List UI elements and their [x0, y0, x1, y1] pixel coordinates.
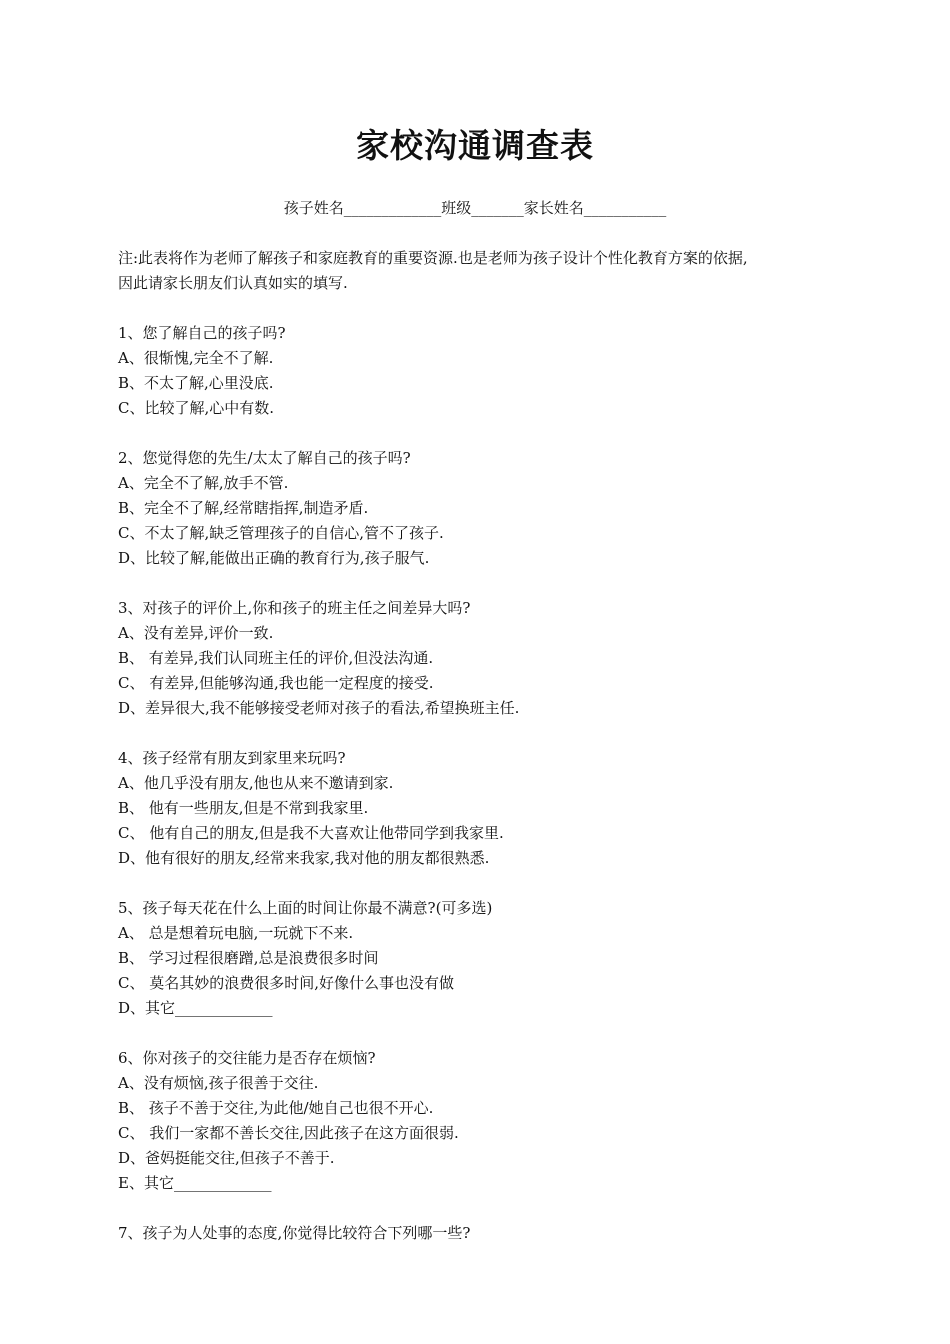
option: B、 他有一些朋友,但是不常到我家里. [118, 799, 369, 817]
option: D、其它_____________ [118, 999, 273, 1017]
survey-content [118, 246, 838, 1271]
student-info-line: 孩子姓名_____________班级_______家长姓名___________ [283, 199, 667, 217]
option: A、很惭愧,完全不了解. [118, 349, 274, 367]
question-text: 7、孩子为人处事的态度,你觉得比较符合下列哪一些? [118, 1224, 471, 1242]
note-line-2: 因此请家长朋友们认真如实的填写. [118, 274, 348, 292]
option: A、他几乎没有朋友,他也从来不邀请到家. [118, 774, 394, 792]
option: C、 有差异,但能够沟通,我也能一定程度的接受. [118, 674, 434, 692]
note-paragraph [118, 246, 838, 296]
question-text: 3、对孩子的评价上,你和孩子的班主任之间差异大吗? [118, 599, 471, 617]
option: A、完全不了解,放手不管. [118, 474, 289, 492]
option: A、 总是想着玩电脑,一玩就下不来. [118, 924, 354, 942]
option: C、 莫名其妙的浪费很多时间,好像什么事也没有做 [118, 974, 455, 992]
note-line-1: 注:此表将作为老师了解孩子和家庭教育的重要资源.也是老师为孩子设计个性化教育方案的依据, [118, 249, 748, 267]
option: D、爸妈挺能交往,但孩子不善于. [118, 1149, 335, 1167]
question-1 [118, 321, 838, 421]
question-3 [118, 596, 838, 721]
option: A、没有差异,评价一致. [118, 624, 274, 642]
option: C、 他有自己的朋友,但是我不大喜欢让他带同学到我家里. [118, 824, 504, 842]
question-6 [118, 1046, 838, 1196]
question-4 [118, 746, 838, 871]
option: B、 有差异,我们认同班主任的评价,但没法沟通. [118, 649, 434, 667]
question-text: 4、孩子经常有朋友到家里来玩吗? [118, 749, 346, 767]
option: B、 学习过程很磨蹭,总是浪费很多时间 [118, 949, 379, 967]
question-2 [118, 446, 838, 571]
option: E、其它_____________ [118, 1174, 272, 1192]
option: B、不太了解,心里没底. [118, 374, 274, 392]
option: B、 孩子不善于交往,为此他/她自己也很不开心. [118, 1099, 434, 1117]
option: C、 我们一家都不善长交往,因此孩子在这方面很弱. [118, 1124, 459, 1142]
option: C、不太了解,缺乏管理孩子的自信心,管不了孩子. [118, 524, 444, 542]
option: B、完全不了解,经常瞎指挥,制造矛盾. [118, 499, 369, 517]
option: D、比较了解,能做出正确的教育行为,孩子服气. [118, 549, 430, 567]
question-text: 5、孩子每天花在什么上面的时间让你最不满意?(可多选) [118, 899, 493, 917]
option: D、差异很大,我不能够接受老师对孩子的看法,希望换班主任. [118, 699, 520, 717]
option: D、他有很好的朋友,经常来我家,我对他的朋友都很熟悉. [118, 849, 490, 867]
option: C、比较了解,心中有数. [118, 399, 275, 417]
question-text: 6、你对孩子的交往能力是否存在烦恼? [118, 1049, 376, 1067]
page-title: 家校沟通调查表 [356, 126, 594, 165]
question-7 [118, 1221, 838, 1246]
question-5 [118, 896, 838, 1021]
option: A、没有烦恼,孩子很善于交往. [118, 1074, 319, 1092]
question-text: 1、您了解自己的孩子吗? [118, 324, 286, 342]
question-text: 2、您觉得您的先生/太太了解自己的孩子吗? [118, 449, 411, 467]
